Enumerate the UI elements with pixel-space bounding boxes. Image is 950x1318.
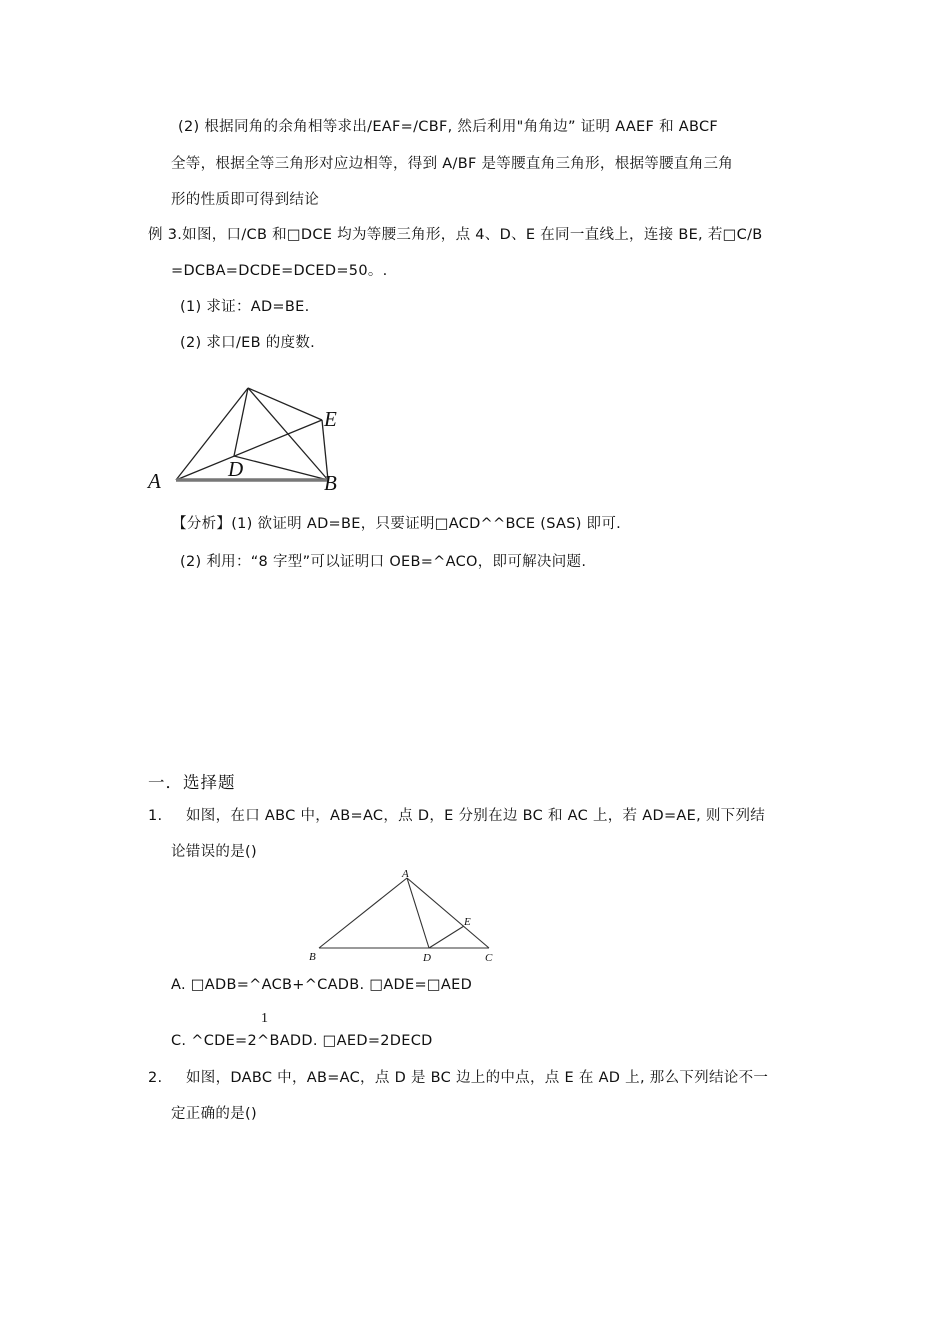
p1-label-b: B (309, 951, 316, 963)
figure-label-d: D (228, 457, 244, 481)
p1-label-a: A (402, 868, 409, 880)
fraction-numerator: 1 (261, 1011, 268, 1026)
problem1-figure (305, 866, 505, 966)
problem1-line-2: 论错误的是() (171, 844, 257, 860)
p1-label-c: C (485, 952, 493, 964)
figure-label-a: A (148, 469, 161, 493)
example3-question-1: (1) 求证：AD=BE. (180, 299, 310, 315)
example3-line-1: 例 3.如图，口/CB 和□DCE 均为等腰三角形，点 4、D、E 在同一直线上，连接 BE, 若□C/B (148, 227, 763, 243)
problem2-number: 2. (148, 1070, 163, 1086)
analysis-prev-line-2: 全等，根据全等三角形对应边相等，得到 A/BF 是等腰直角三角形，根据等腰直角三角 (171, 156, 734, 172)
p1-label-d: D (423, 952, 431, 964)
problem2-line-1: 如图，DABC 中，AB=AC，点 D 是 BC 边上的中点，点 E 在 AD 上, 那么下列结论不一 (186, 1070, 769, 1086)
problem1-options-ab: A. □ADB=^ACB+^CADB. □ADE=□AED (171, 977, 473, 993)
example3-analysis-1: 【分析】(1) 欲证明 AD=BE，只要证明□ACD^^BCE (SAS) 即可. (172, 516, 622, 532)
problem1-number: 1. (148, 808, 163, 824)
problem1-line-1: 如图，在口 ABC 中，AB=AC，点 D，E 分别在边 BC 和 AC 上，若 AD=AE, 则下列结 (186, 808, 766, 824)
figure-label-e: E (324, 407, 337, 431)
figure-label-b: B (324, 471, 337, 495)
example3-figure (140, 380, 360, 495)
problem2-line-2: 定正确的是() (171, 1106, 257, 1122)
example3-line-2: =DCBA=DCDE=DCED=50。. (171, 263, 388, 279)
example3-analysis-2: (2) 利用：“8 字型”可以证明口 OEB=^ACO，即可解决问题. (180, 554, 587, 570)
section-title: 一．选择题 (148, 773, 236, 792)
example3-question-2: (2) 求口/EB 的度数. (180, 335, 316, 351)
analysis-prev-line-1: (2) 根据同角的余角相等求出/EAF=/CBF, 然后利用"角角边” 证明 AAEF 和 ABCF (178, 119, 719, 135)
analysis-prev-line-3: 形的性质即可得到结论 (171, 192, 319, 208)
p1-label-e: E (464, 916, 471, 928)
problem1-options-cd: C. ^CDE=2^BADD. □AED=2DECD (171, 1033, 433, 1049)
